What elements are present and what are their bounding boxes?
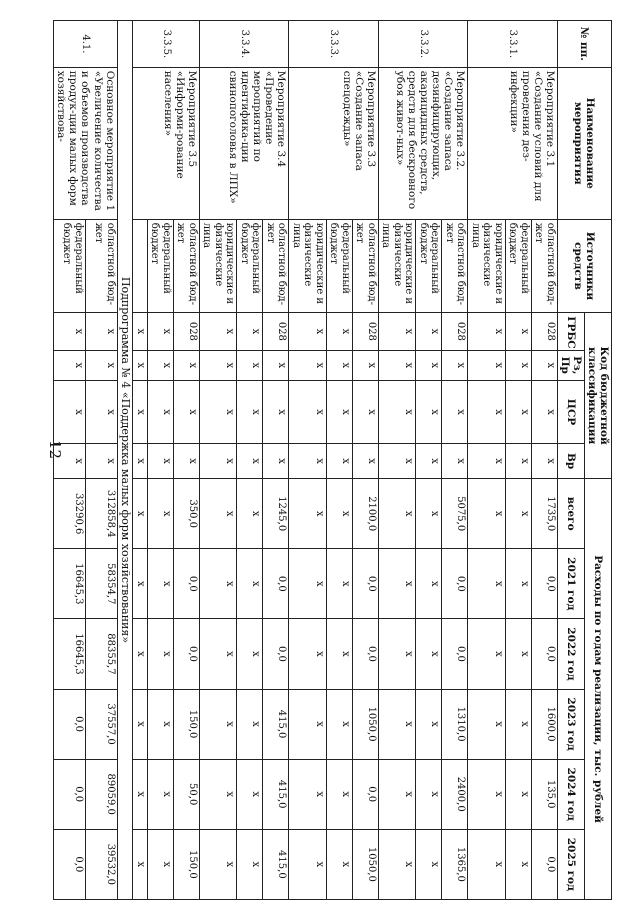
header-2023: 2023 год <box>557 689 584 759</box>
cell-csr: x <box>468 380 506 443</box>
cell-vr: x <box>237 444 263 479</box>
cell-grbs: x <box>199 313 237 350</box>
cell-grbs: x <box>468 313 506 350</box>
cell-y2022: x <box>199 619 237 689</box>
cell-y2021: x <box>289 549 327 619</box>
cell-y2023: 1310,0 <box>442 689 468 759</box>
cell-total: x <box>133 479 148 549</box>
cell-y2023: 150,0 <box>173 689 199 759</box>
cell-y2025: 150,0 <box>173 829 199 899</box>
table-row <box>85 21 117 900</box>
measure-name: Мероприятие 3.3 «Создание запаса спецодежды» <box>289 67 379 219</box>
budget-table <box>53 20 612 900</box>
cell-y2022: x <box>505 619 531 689</box>
cell-y2021: 58354,7 <box>85 549 117 619</box>
row-number: 3.3.5. <box>133 21 200 68</box>
cell-y2021: x <box>326 549 352 619</box>
cell-vr: x <box>378 444 416 479</box>
header-vr: Вр <box>557 444 584 479</box>
cell-rz: x <box>416 350 442 380</box>
cell-y2024: x <box>199 759 237 829</box>
cell-y2022: x <box>289 619 327 689</box>
cell-y2024: 50,0 <box>173 759 199 829</box>
cell-y2024: x <box>326 759 352 829</box>
cell-y2023: x <box>416 689 442 759</box>
cell-rz: x <box>378 350 416 380</box>
cell-y2021: x <box>199 549 237 619</box>
cell-y2025: x <box>505 829 531 899</box>
cell-grbs: x <box>147 313 173 350</box>
funding-source: федеральный бюджет <box>416 219 442 313</box>
funding-source: федеральный бюджет <box>326 219 352 313</box>
cell-y2025: 0,0 <box>531 829 557 899</box>
cell-total: 5075,0 <box>442 479 468 549</box>
cell-vr: x <box>199 444 237 479</box>
cell-y2025: 1365,0 <box>442 829 468 899</box>
cell-rz: x <box>263 350 289 380</box>
cell-y2025: 415,0 <box>263 829 289 899</box>
row-number: 3.3.4. <box>199 21 289 68</box>
table-row <box>442 21 468 900</box>
cell-vr: x <box>263 444 289 479</box>
table-row <box>531 21 557 900</box>
funding-source: федеральный бюджет <box>147 219 173 313</box>
cell-grbs: x <box>326 313 352 350</box>
cell-y2025: x <box>199 829 237 899</box>
cell-y2025: 1050,0 <box>352 829 378 899</box>
cell-y2023: x <box>326 689 352 759</box>
cell-y2022: 0,0 <box>263 619 289 689</box>
cell-y2025: x <box>416 829 442 899</box>
header-source: Источники средств <box>557 219 611 313</box>
cell-csr: x <box>133 380 148 443</box>
cell-y2023: x <box>199 689 237 759</box>
cell-y2024: x <box>237 759 263 829</box>
cell-csr: x <box>416 380 442 443</box>
cell-y2021: x <box>378 549 416 619</box>
cell-grbs: 028 <box>442 313 468 350</box>
header-2021: 2021 год <box>557 549 584 619</box>
header-num: № пп. <box>557 21 611 68</box>
cell-grbs: 028 <box>531 313 557 350</box>
cell-grbs: 028 <box>263 313 289 350</box>
table-header <box>557 21 611 900</box>
funding-source: юридические и физические лица <box>378 219 416 313</box>
measure-name: Мероприятие 3.1 «Создание условий для проведения дез-инфекции» <box>468 67 558 219</box>
funding-source: юридические и физические лица <box>468 219 506 313</box>
cell-total: x <box>468 479 506 549</box>
cell-y2021: 0,0 <box>531 549 557 619</box>
cell-csr: x <box>173 380 199 443</box>
cell-csr: x <box>442 380 468 443</box>
header-name: Наименование мероприятия <box>557 67 611 219</box>
cell-csr: x <box>85 380 117 443</box>
measure-name: Мероприятие 3.5 «Информи-рование населения» <box>133 67 200 219</box>
cell-total: x <box>378 479 416 549</box>
cell-y2024: 0,0 <box>54 759 86 829</box>
cell-rz: x <box>352 350 378 380</box>
cell-y2023: 37557,0 <box>85 689 117 759</box>
cell-grbs: x <box>133 313 148 350</box>
cell-y2021: 0,0 <box>173 549 199 619</box>
measure-name: Мероприятие 3.4 «Проведение мероприятий по идентифика-ции свинопоголовья в ЛПХ» <box>199 67 289 219</box>
cell-y2024: 135,0 <box>531 759 557 829</box>
cell-y2023: x <box>237 689 263 759</box>
header-2022: 2022 год <box>557 619 584 689</box>
cell-y2024: x <box>147 759 173 829</box>
table-body <box>54 21 557 900</box>
cell-csr: x <box>147 380 173 443</box>
cell-y2021: 0,0 <box>263 549 289 619</box>
cell-rz: x <box>54 350 86 380</box>
funding-source: областной бюд-жет <box>263 219 289 313</box>
cell-y2025: x <box>326 829 352 899</box>
funding-source: областной бюд-жет <box>531 219 557 313</box>
cell-total: x <box>289 479 327 549</box>
cell-y2023: x <box>147 689 173 759</box>
cell-y2023: x <box>289 689 327 759</box>
cell-y2022: 0,0 <box>531 619 557 689</box>
cell-grbs: x <box>505 313 531 350</box>
cell-y2025: 39532,0 <box>85 829 117 899</box>
row-number: 3.3.2. <box>378 21 468 68</box>
cell-total: 312858,4 <box>85 479 117 549</box>
cell-y2025: x <box>133 829 148 899</box>
cell-y2022: x <box>326 619 352 689</box>
cell-vr: x <box>505 444 531 479</box>
cell-total: x <box>147 479 173 549</box>
cell-y2024: x <box>378 759 416 829</box>
cell-vr: x <box>173 444 199 479</box>
header-expenses: Расходы по годам реализации, тыс. рублей <box>584 479 611 900</box>
document-table-rotated <box>27 20 612 900</box>
cell-y2022: x <box>378 619 416 689</box>
cell-vr: x <box>416 444 442 479</box>
funding-source: областной бюд-жет <box>352 219 378 313</box>
cell-total: 350,0 <box>173 479 199 549</box>
cell-csr: x <box>505 380 531 443</box>
cell-grbs: x <box>416 313 442 350</box>
cell-total: x <box>505 479 531 549</box>
row-number: 4.1. <box>54 21 117 68</box>
header-rz: Рз, Пр <box>557 350 584 380</box>
funding-source: областной бюд-жет <box>173 219 199 313</box>
cell-y2025: x <box>147 829 173 899</box>
cell-y2022: x <box>416 619 442 689</box>
cell-csr: x <box>54 380 86 443</box>
cell-vr: x <box>147 444 173 479</box>
cell-rz: x <box>173 350 199 380</box>
cell-y2024: 0,0 <box>352 759 378 829</box>
cell-grbs: x <box>237 313 263 350</box>
table-row <box>352 21 378 900</box>
cell-rz: x <box>468 350 506 380</box>
cell-total: 1735,0 <box>531 479 557 549</box>
row-number: 3.3.3. <box>289 21 379 68</box>
header-2024: 2024 год <box>557 759 584 829</box>
measure-name: Мероприятие 3.2. «Создание запаса дезинфицирующих, акарицидных средств, средств для бескровного убоя живот-ных» <box>378 67 468 219</box>
cell-total: x <box>237 479 263 549</box>
cell-y2023: x <box>133 689 148 759</box>
row-number: 3.3.1. <box>468 21 558 68</box>
cell-y2022: x <box>237 619 263 689</box>
funding-source: областной бюд-жет <box>85 219 117 313</box>
cell-rz: x <box>505 350 531 380</box>
cell-y2025: x <box>468 829 506 899</box>
cell-rz: x <box>237 350 263 380</box>
cell-csr: x <box>263 380 289 443</box>
measure-name: Основное мероприятие 1 «Увеличение количества и объемов производства продук-ции малых форм хозяйствова- <box>54 67 117 219</box>
cell-y2021: x <box>147 549 173 619</box>
cell-y2022: 0,0 <box>442 619 468 689</box>
cell-y2025: x <box>378 829 416 899</box>
funding-source: федеральный бюджет <box>505 219 531 313</box>
header-total: всего <box>557 479 584 549</box>
cell-y2022: 0,0 <box>173 619 199 689</box>
cell-y2022: 0,0 <box>352 619 378 689</box>
funding-source: федеральный бюджет <box>237 219 263 313</box>
cell-y2021: x <box>133 549 148 619</box>
cell-y2024: x <box>416 759 442 829</box>
cell-vr: x <box>531 444 557 479</box>
subprogram-title: Подпрограмма № 4 «Поддержка малых форм хозяйствования» <box>117 21 133 900</box>
cell-y2022: x <box>468 619 506 689</box>
cell-grbs: x <box>85 313 117 350</box>
cell-total: 2100,0 <box>352 479 378 549</box>
cell-csr: x <box>378 380 416 443</box>
cell-y2022: x <box>147 619 173 689</box>
header-budget-code: Код бюджетной классификации <box>584 313 611 479</box>
funding-source: юридические и физические лица <box>199 219 237 313</box>
cell-csr: x <box>531 380 557 443</box>
cell-vr: x <box>54 444 86 479</box>
cell-total: x <box>326 479 352 549</box>
cell-y2021: x <box>468 549 506 619</box>
cell-y2025: 0,0 <box>54 829 86 899</box>
cell-vr: x <box>133 444 148 479</box>
table-row <box>263 21 289 900</box>
cell-y2024: 415,0 <box>263 759 289 829</box>
cell-rz: x <box>531 350 557 380</box>
funding-source: федеральный бюджет <box>54 219 86 313</box>
cell-y2024: 89059,0 <box>85 759 117 829</box>
cell-y2023: x <box>505 689 531 759</box>
cell-grbs: x <box>378 313 416 350</box>
cell-y2025: x <box>237 829 263 899</box>
cell-csr: x <box>352 380 378 443</box>
cell-y2022: 16645,3 <box>54 619 86 689</box>
cell-vr: x <box>352 444 378 479</box>
cell-csr: x <box>326 380 352 443</box>
cell-y2021: x <box>237 549 263 619</box>
header-grbs: ГРБС <box>557 313 584 350</box>
cell-csr: x <box>237 380 263 443</box>
cell-grbs: 028 <box>352 313 378 350</box>
cell-y2024: x <box>289 759 327 829</box>
cell-grbs: x <box>54 313 86 350</box>
cell-csr: x <box>289 380 327 443</box>
cell-vr: x <box>326 444 352 479</box>
cell-y2024: x <box>505 759 531 829</box>
cell-rz: x <box>199 350 237 380</box>
funding-source <box>133 219 148 313</box>
funding-source: юридические и физические лица <box>289 219 327 313</box>
cell-total: 33290,6 <box>54 479 86 549</box>
cell-rz: x <box>442 350 468 380</box>
header-csr: ЦСР <box>557 380 584 443</box>
cell-y2024: x <box>468 759 506 829</box>
cell-vr: x <box>442 444 468 479</box>
cell-y2021: x <box>505 549 531 619</box>
cell-rz: x <box>133 350 148 380</box>
cell-total: 1245,0 <box>263 479 289 549</box>
cell-total: x <box>416 479 442 549</box>
cell-y2025: x <box>289 829 327 899</box>
page-number: 12 <box>46 440 64 460</box>
cell-y2024: 2400,0 <box>442 759 468 829</box>
cell-vr: x <box>85 444 117 479</box>
cell-y2021: x <box>416 549 442 619</box>
cell-y2022: 88355,7 <box>85 619 117 689</box>
cell-y2021: 16645,3 <box>54 549 86 619</box>
cell-y2023: x <box>378 689 416 759</box>
cell-y2024: x <box>133 759 148 829</box>
cell-grbs: x <box>289 313 327 350</box>
cell-y2021: 0,0 <box>352 549 378 619</box>
cell-vr: x <box>468 444 506 479</box>
cell-y2023: 0,0 <box>54 689 86 759</box>
header-2025: 2025 год <box>557 829 584 899</box>
cell-y2023: 415,0 <box>263 689 289 759</box>
cell-grbs: 028 <box>173 313 199 350</box>
cell-rz: x <box>326 350 352 380</box>
cell-y2023: 1600,0 <box>531 689 557 759</box>
cell-csr: x <box>199 380 237 443</box>
cell-rz: x <box>85 350 117 380</box>
cell-rz: x <box>289 350 327 380</box>
cell-total: x <box>199 479 237 549</box>
cell-vr: x <box>289 444 327 479</box>
cell-y2023: x <box>468 689 506 759</box>
funding-source: областной бюд-жет <box>442 219 468 313</box>
subprogram-row <box>117 21 133 900</box>
cell-y2021: 0,0 <box>442 549 468 619</box>
cell-y2023: 1050,0 <box>352 689 378 759</box>
table-row <box>173 21 199 900</box>
cell-y2022: x <box>133 619 148 689</box>
cell-rz: x <box>147 350 173 380</box>
